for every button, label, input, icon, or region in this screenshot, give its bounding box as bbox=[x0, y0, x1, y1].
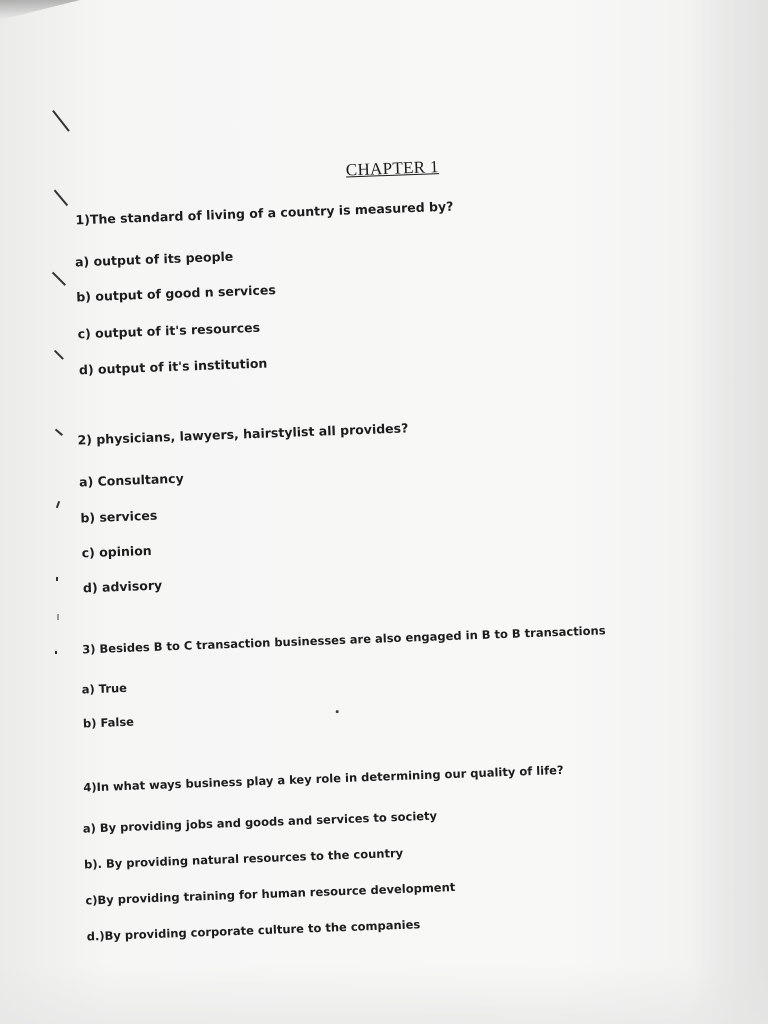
question-4: 4)In what ways business play a key role in determining our quality of life? bbox=[83, 762, 564, 795]
question-1-option-c: c) output of it's resources bbox=[77, 319, 261, 342]
question-4-option-d: d.)By providing corporate culture to the companies bbox=[86, 917, 421, 944]
question-1-option-d: d) output of it's institution bbox=[78, 355, 268, 378]
question-2-option-b: b) services bbox=[80, 507, 158, 526]
question-4-option-b: b). By providing natural resources to the country bbox=[83, 845, 404, 872]
stray-dot bbox=[336, 710, 339, 713]
question-4-option-c: c)By providing training for human resource development bbox=[85, 879, 456, 908]
question-3-option-a: a) True bbox=[81, 680, 128, 697]
question-3-option-b: b) False bbox=[82, 714, 135, 731]
chapter-title: CHAPTER 1 bbox=[345, 157, 440, 180]
question-1-option-b: b) output of good n services bbox=[76, 282, 277, 305]
question-1-option-a: a) output of its people bbox=[74, 248, 234, 270]
question-2-option-a: a) Consultancy bbox=[78, 470, 184, 490]
question-2-option-c: c) opinion bbox=[81, 542, 152, 561]
question-2-option-d: d) advisory bbox=[82, 577, 163, 596]
question-2: 2) physicians, lawyers, hairstylist all provides? bbox=[77, 420, 409, 448]
question-4-option-a: a) By providing jobs and goods and services to society bbox=[82, 808, 438, 836]
question-3: 3) Besides B to C transaction businesses are also engaged in B to B transactions bbox=[81, 623, 606, 657]
question-1: 1)The standard of living of a country is measured by? bbox=[75, 198, 454, 228]
